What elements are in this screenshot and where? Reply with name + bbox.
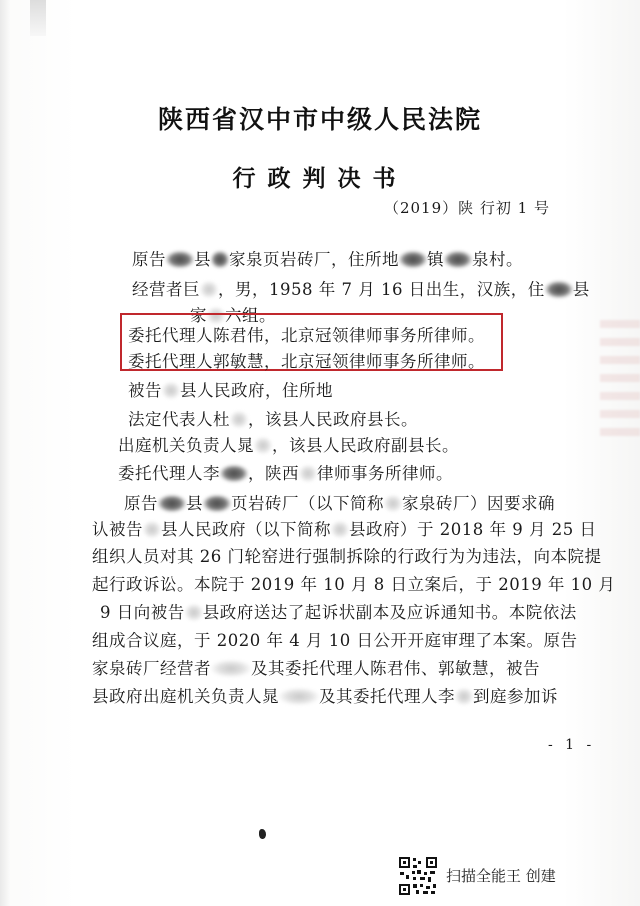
text-segment: ，男，1958 年 7 月 16 日出生，汉族，住 <box>218 280 545 299</box>
legal-rep-line <box>128 406 418 430</box>
redaction <box>455 688 473 705</box>
text-segment: 县人民政府，住所地 <box>180 381 333 400</box>
text-segment: 县 <box>186 494 203 513</box>
text-segment: 律师事务所律师。 <box>317 464 453 483</box>
agent-line-2: 委托代理人郭敏慧，北京冠领律师事务所律师。 <box>128 352 485 371</box>
redaction <box>399 251 427 268</box>
redaction <box>158 495 186 512</box>
redaction <box>211 660 251 677</box>
text-segment: 泉村。 <box>472 250 523 269</box>
redaction <box>220 465 248 482</box>
operator-label: 经营者巨 <box>132 280 200 299</box>
qr-code-icon <box>398 856 438 896</box>
text-segment: 原告 <box>124 494 158 513</box>
redaction <box>200 281 218 298</box>
body-line-3: 组织人员对其 26 门轮窑进行强制拆除的行政行为为违法，向本院提 <box>92 547 602 566</box>
binding-mark <box>30 0 46 36</box>
text-segment: 法定代表人杜 <box>128 410 230 429</box>
body-line-5 <box>100 599 577 623</box>
text-segment: 县政府）于 2018 年 9 月 25 日 <box>349 520 597 539</box>
document-title: 行政判决书 <box>232 165 408 192</box>
text-segment: ，该县人民政府县长。 <box>248 410 418 429</box>
text-segment: 9 日向被告 <box>100 603 185 622</box>
text-segment: 及其委托代理人陈君伟、郭敏慧，被告 <box>251 659 540 678</box>
body-line-6: 组成合议庭，于 2020 年 4 月 10 日公开开庭审理了本案。原告 <box>92 631 578 650</box>
redaction <box>166 251 194 268</box>
text-segment: 家泉砖厂经营者 <box>92 659 211 678</box>
body-line-8 <box>92 683 558 707</box>
operator-line <box>132 276 590 300</box>
defense-agent-line <box>118 460 453 484</box>
redaction <box>230 411 248 428</box>
body-line-1 <box>124 490 555 514</box>
redaction <box>299 465 317 482</box>
court-name: 陕西省汉中市中级人民法院 <box>157 105 482 134</box>
body-line-4: 起行政诉讼。本院于 2019 年 10 月 8 日立案后，于 2019 年 10 月 <box>92 575 616 594</box>
text-segment: 六组。 <box>225 306 276 325</box>
text-segment: 页岩砖厂（以下简称 <box>231 494 384 513</box>
text-segment: 县政府出庭机关负责人晁 <box>92 687 279 706</box>
page-number: - 1 - <box>548 737 596 753</box>
text-segment: ，该县人民政府副县长。 <box>272 436 459 455</box>
redaction <box>211 251 229 268</box>
plaintiff-label: 原告 <box>132 250 166 269</box>
plaintiff-line <box>132 246 523 270</box>
case-number: （2019）陕 行初 1 号 <box>383 199 550 217</box>
agent-line-1: 委托代理人陈君伟，北京冠领律师事务所律师。 <box>128 326 485 345</box>
text-segment: 认被告 <box>92 520 143 539</box>
officer-line <box>118 432 459 456</box>
text-segment: 县政府送达了起诉状副本及应诉通知书。本院依法 <box>202 603 577 622</box>
text-segment: 出庭机关负责人晁 <box>118 436 254 455</box>
text-segment: 县人民政府（以下简称 <box>161 520 331 539</box>
defendant-line <box>128 377 333 401</box>
text-segment: 县 <box>572 280 590 299</box>
redaction <box>185 604 203 621</box>
ink-spot <box>259 829 266 839</box>
text-segment: 家泉砖厂）因要求确 <box>402 494 555 513</box>
body-line-7 <box>92 655 540 679</box>
redaction <box>254 437 272 454</box>
text-segment: 家泉页岩砖厂，住所地 <box>229 250 399 269</box>
bleed-through-marks <box>600 320 640 440</box>
text-segment: 镇 <box>427 250 444 269</box>
defendant-label: 被告 <box>128 381 162 400</box>
redaction <box>444 251 472 268</box>
text-segment: ，陕西 <box>248 464 299 483</box>
redaction <box>143 521 161 538</box>
scanner-watermark: 扫描全能王 创建 <box>446 867 556 885</box>
redaction <box>203 495 231 512</box>
text-segment: 家 <box>190 306 207 325</box>
body-line-2 <box>92 516 596 540</box>
redaction <box>384 495 402 512</box>
redaction <box>331 521 349 538</box>
redaction <box>279 688 319 705</box>
text-segment: 及其委托代理人李 <box>319 687 455 706</box>
text-segment: 到庭参加诉 <box>473 687 558 706</box>
text-segment: 委托代理人李 <box>118 464 220 483</box>
redaction <box>545 281 573 298</box>
text-segment: 县 <box>194 250 211 269</box>
redaction <box>162 382 180 399</box>
